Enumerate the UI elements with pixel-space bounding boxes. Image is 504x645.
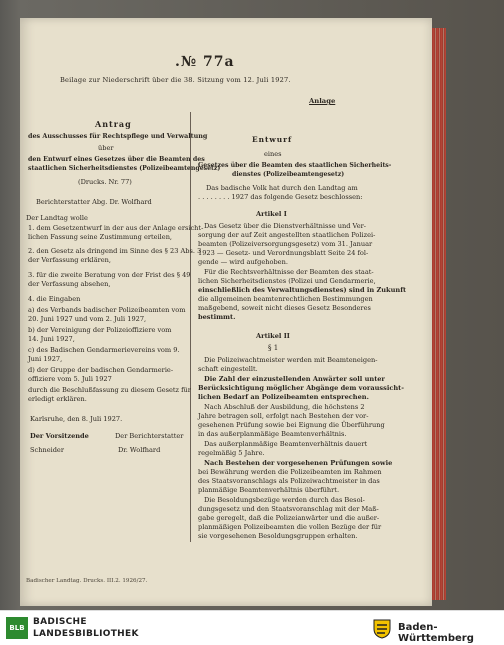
item-line: lichen Fassung seine Zustimmung erteilen, (28, 233, 173, 241)
article2-line: planmäßige Beamtenverhältnis überführt. (198, 486, 340, 494)
left-subtitle-line: des Ausschusses für Rechtspflege und Verwaltung (28, 132, 208, 140)
left-title: Antrag (95, 119, 132, 129)
article1-line: sorgung der auf Zeit angestellten staatlichen Polizei- (198, 231, 376, 239)
article2-line: Nach Abschluß der Ausbildung, die höchstens 2 (204, 403, 365, 411)
article2-line: in das außerplanmäßige Beamtenverhältnis. (198, 430, 347, 438)
item-line: Juni 1927, (28, 355, 63, 363)
article1-line: lichen Sicherheitsdienstes (Polizei und Gendarmerie, (198, 277, 376, 285)
law-title-line: dienstes (Polizeibeamtengesetz) (232, 171, 345, 178)
item-line: a) des Verbands badischer Polizeibeamten vom (28, 306, 186, 314)
signature-left-name: Schneider (30, 446, 64, 454)
item-line: offiziere vom 5. Juli 1927 (28, 375, 112, 383)
article2-line: Jahre betragen soll, erfolgt nach Bestehen der vor- (198, 412, 369, 420)
place-date: Karlsruhe, den 8. Juli 1927. (30, 415, 123, 423)
article2-line: Berücksichtigung möglicher Abgänge dem voraussicht- (198, 384, 404, 392)
left-subtitle-line: staatlichen Sicherheitsdienstes (Polizeibeamtengesetz) (28, 165, 221, 172)
article2-line: sie vorgesehenen Besoldungsgruppen erhalten. (198, 532, 358, 540)
article2-line: gabe geregelt, daß die Polizeianwärter und die außer- (198, 514, 380, 522)
blb-logo[interactable]: BLB (6, 617, 28, 639)
library-name-line1: BADISCHE (33, 617, 87, 627)
document-number: .№ 77a (175, 54, 235, 70)
preamble-line: . . . . . . . . 1927 das folgende Gesetz beschlossen: (198, 193, 363, 201)
article1-line: einschließlich des Verwaltungsdienstes) sind in Zukunft (198, 286, 407, 294)
item-line: der Verfassung absehen, (28, 280, 111, 288)
article2-heading: Artikel II (256, 332, 290, 340)
rapporteur-line: Berichterstatter Abg. Dr. Wolfhard (36, 198, 152, 206)
preamble-line: Das badische Volk hat durch den Landtag am (206, 184, 358, 192)
article2-line: Nach Bestehen der vorgesehenen Prüfungen sowie (204, 459, 393, 467)
article1-line: Für die Rechtsverhältnisse der Beamten des staat- (204, 268, 374, 276)
coat-of-arms-icon (370, 617, 394, 639)
signature-right-label: Der Berichterstatter (115, 432, 184, 440)
paragraph-sign: § 1 (268, 344, 279, 352)
article2-line: gesehenen Prüfung sowie bei Eignung die Überführung (198, 421, 385, 429)
intro-line: Der Landtag wolle (26, 214, 88, 222)
signature-left-label: Der Vorsitzende (30, 432, 89, 440)
article1-line: 1923 — Gesetz- und Verordnungsblatt Seite 24 fol- (198, 249, 369, 257)
left-subtitle-line: (Drucks. Nr. 77) (78, 178, 132, 186)
article2-line: schaft eingestellt. (198, 365, 258, 373)
anlage-label: Anlage (309, 97, 336, 105)
library-name-line2: LANDESBIBLIOTHEK (33, 629, 139, 639)
book-edge (432, 28, 446, 600)
document-subtitle: Beilage zur Niederschrift über die 38. Sitzung vom 12. Juli 1927. (60, 76, 291, 84)
item-line: 14. Juni 1927, (28, 335, 75, 343)
article1-line: beamten (Polizeiversorgungsgesetz) vom 31. Januar (198, 240, 373, 248)
article2-line: Die Besoldungsbezüge werden durch das Besol- (204, 496, 365, 504)
article2-line: regelmäßig 5 Jahre. (198, 449, 265, 457)
article1-line: gende — wird aufgehoben. (198, 258, 288, 266)
item-line: 20. Juni 1927 und vom 2. Juli 1927, (28, 315, 147, 323)
law-title-line: Gesetzes über die Beamten des staatlichen Sicherheits- (198, 162, 392, 169)
right-title: Entwurf (252, 135, 293, 144)
article1-line: bestimmt. (198, 313, 236, 321)
library-name (33, 616, 139, 640)
print-footer: Badischer Landtag. Drucks. III.2. 1926/27. (26, 578, 148, 584)
article1-line: Das Gesetz über die Dienstverhältnisse und Ver- (204, 222, 366, 230)
article2-line: Das außerplanmäßige Beamtenverhältnis dauert (204, 440, 368, 448)
item-line: 4. die Eingaben (28, 295, 81, 303)
article2-line: Die Zahl der einzustellenden Anwärter soll unter (204, 375, 385, 383)
article1-heading: Artikel I (256, 210, 287, 218)
left-subtitle-line: den Entwurf eines Gesetzes über die Beamten des (28, 156, 205, 163)
article2-line: des Staatsvoranschlags als Polizeiwachtmeister in das (198, 477, 380, 485)
item-line: durch die Beschlußfassung zu diesem Gesetz für (28, 386, 191, 394)
left-subtitle-line: über (98, 144, 114, 152)
item-line: 3. für die zweite Beratung von der Frist des § 49 (28, 271, 191, 279)
article2-line: planmäßigen Polizeibeamten die vollen Bezüge der für (198, 523, 382, 531)
item-line: c) des Badischen Gendarmerievereins vom 9. (28, 346, 180, 354)
item-line: der Verfassung erklären, (28, 256, 112, 264)
library-footer-bar (0, 610, 504, 645)
article2-line: Die Polizeiwachtmeister werden mit Beamteneigen- (204, 356, 378, 364)
article2-line: lichen Bedarf an Polizeibeamten entsprechen. (198, 393, 369, 401)
state-name[interactable]: Baden-Württemberg (398, 622, 474, 644)
column-divider (190, 112, 191, 542)
item-line: b) der Vereinigung der Polizeioffiziere vom (28, 326, 172, 334)
article1-line: die allgemeinen beamtenrechtlichen Bestimmungen (198, 295, 373, 303)
item-line: 1. dem Gesetzentwurf in der aus der Anlage ersicht- (28, 224, 204, 232)
item-line: 2. den Gesetz als dringend im Sinne des § 23 Abs. 3 (28, 247, 202, 255)
item-line: erledigt erklären. (28, 395, 87, 403)
article2-line: dungsgesetz und den Staatsvoranschlag mit der Maß- (198, 505, 379, 513)
right-eines: eines (264, 150, 282, 158)
article1-line: maßgebend, soweit nicht dieses Gesetz Besonderes (198, 304, 371, 312)
item-line: d) der Gruppe der badischen Gendarmerie- (28, 366, 174, 374)
article2-line: bei Bewährung werden die Polizeibeamten im Rahmen (198, 468, 382, 476)
signature-right-name: Dr. Wolfhard (118, 446, 161, 454)
